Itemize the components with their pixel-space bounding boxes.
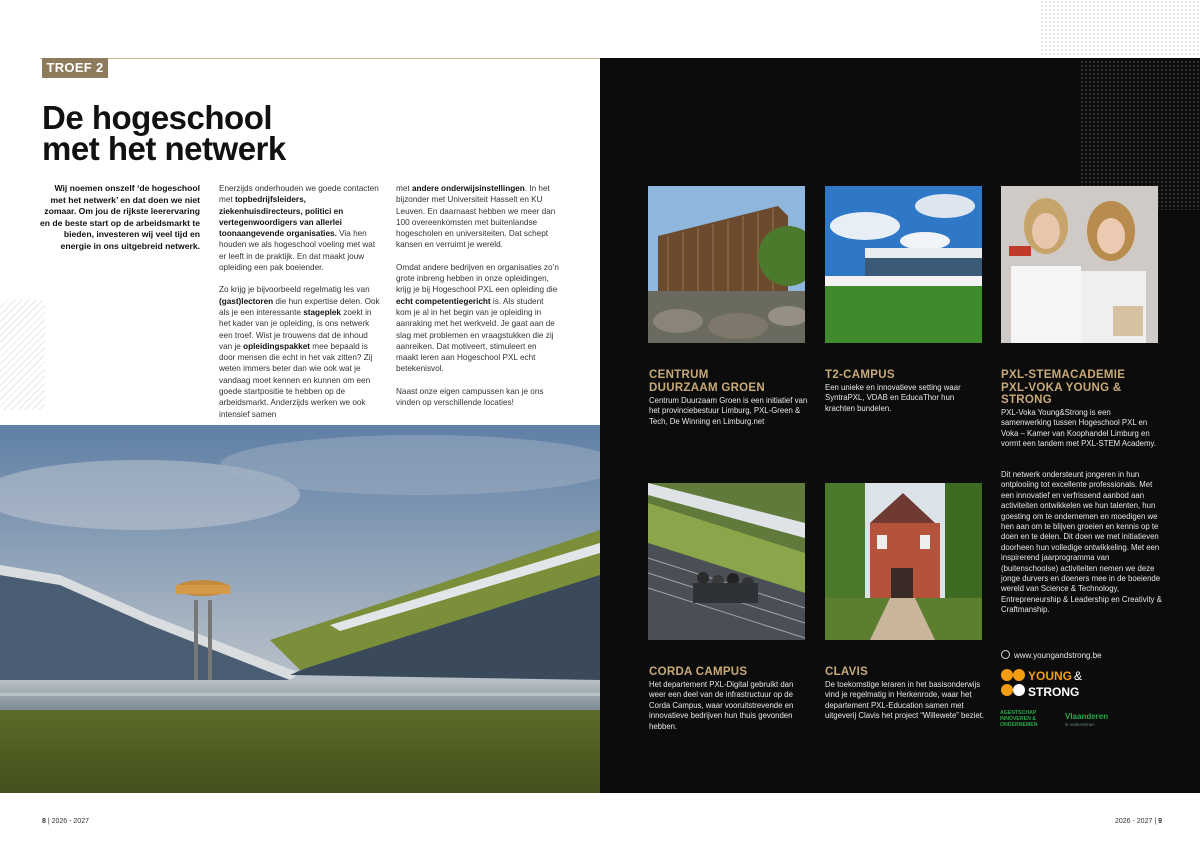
svg-text:STRONG: STRONG — [1028, 685, 1080, 699]
paragraph: Naast onze eigen campussen kan je ons vinden op verschillende locaties! — [396, 386, 544, 408]
dotted-decoration-top — [1040, 0, 1200, 56]
photo-centrum-duurzaam-groen — [648, 186, 805, 343]
tile-title-stem-academie: PXL-STEMACADEMIE PXL-VOKA YOUNG & STRONG — [1001, 369, 1126, 406]
body-column-3 — [396, 183, 561, 419]
agency-logo: AGENTSCHAP INNOVEREN & ONDERNEMEN — [1000, 710, 1038, 728]
vlaanderen-tagline: is ondernemen — [1065, 722, 1095, 727]
photo-clavis — [825, 483, 982, 640]
paragraph: Enerzijds onderhouden we goede contacten met topbedrijfsleiders, ziekenhuisdirecteurs, politici en vertegenwoordigers van allerlei toonaangevende organisaties. Via hen houden we als hogeschool voeling met wat er leeft in de praktijk. En dat maakt jouw opleiding een pak boeiender. — [219, 184, 379, 273]
footer-right: 2026 - 2027 | 9 — [1115, 818, 1162, 825]
intro-text: Wij noemen onszelf ‘de hogeschool met het netwerk’ en dat doen we niet zomaar. Om jou de rijkste leerervaring en de beste start op de arbeidsmarkt te bieden, investeren wij veel tijd en energie in ons uitgebreid netwerk. — [40, 183, 200, 251]
svg-text:YOUNG: YOUNG — [1028, 669, 1073, 683]
tile-text-stem-academie-2: Dit netwerk ondersteunt jongeren in hun ontplooiing tot excellente professionals. Met een innovatief en verfrissend aanbod aan activiteiten ontwikkelen we hun talenten, hun goesting om te ondernemen en moedigen we hen aan om te blijven groeien en kennis op te doen en te delen. Dit doen we met initiatieven doorheen hun volledige ontwikkeling. Met een inspirerend jaarprogramma van (buitenschoolse) activiteiten nemen we deze jonge durvers en doeners mee in de boeiende wereld van Science & Technology, Entrepreneurship & Leadership en Creativity & Craftmanship. — [1001, 470, 1162, 615]
paragraph: met andere onderwijsinstellingen. In het bijzonder met Universiteit Hasselt en KU Leuven. En daarnaast hebben we meer dan 100 overeenkomsten met buitenlandse hogescholen en universiteiten. Dat schept kansen en verruimt je wereld. — [396, 184, 556, 250]
page-title-line-1: De hogeschool — [42, 99, 273, 136]
photo-t2-campus — [825, 186, 982, 343]
young-strong-logo — [1000, 667, 1096, 699]
campus-photo — [0, 425, 600, 793]
tile-title-clavis: CLAVIS — [825, 666, 869, 678]
globe-icon — [1001, 650, 1010, 659]
tile-title-t2-campus: T2-CAMPUS — [825, 369, 895, 381]
young-strong-logo-mark — [1000, 667, 1096, 699]
photo-stem-academie — [1001, 186, 1158, 343]
page-title-line-2: met het netwerk — [42, 130, 286, 167]
tile-text-t2-campus: Een unieke en innovatieve setting waar SyntraPXL, VDAB en EducaThor hun krachten bundelen. — [825, 383, 961, 413]
section-badge: TROEF 2 — [42, 58, 108, 78]
tile-text-clavis: De toekomstige leraren in het basisonderwijs vind je regelmatig in Herkenrode, waar het departement PXL-Education samen met uitgeverij Clavis het project “Willewete” beziet. — [825, 680, 985, 721]
paragraph: Omdat andere bedrijven en organisaties zo’n grote inbreng hebben in onze opleidingen, krijg je bij Hogeschool PXL een opleiding die echt competentiegericht is. Als student kom je al in het begin van je opleiding in aanraking met het werkveld. Je gaat aan de slag met problemen en vraagstukken die zij aanreiken. Dat motiveert, stimuleert en maakt leren aan Hogeschool PXL echt betekenisvol. — [396, 262, 559, 374]
stripe-decoration-left — [0, 300, 45, 410]
vlaanderen-logo: Vlaanderen — [1065, 712, 1109, 721]
tile-text-stem-academie: PXL-Voka Young&Strong is een samenwerking tussen Hogeschool PXL en Voka – Kamer van Koophandel Limburg en vormt een tandem met PXL-STEM Academy. — [1001, 408, 1156, 449]
photo-corda-campus — [648, 483, 805, 640]
tile-text-centrum-duurzaam-groen: Centrum Duurzaam Groen is een initiatief van het provinciebestuur Limburg, PXL-Green & Tech, De Winning en Limburg.net — [649, 396, 808, 426]
tile-title-corda-campus: CORDA CAMPUS — [649, 666, 748, 678]
svg-text:&: & — [1074, 669, 1083, 683]
website-link[interactable]: www.youngandstrong.be — [1001, 650, 1102, 660]
page-title — [42, 99, 342, 167]
tile-title-centrum-duurzaam-groen: CENTRUM DUURZAAM GROEN — [649, 369, 765, 394]
campus-photo-illustration — [0, 425, 600, 793]
tile-text-corda-campus: Het departement PXL-Digital gebruikt dan weer een deel van de infrastructuur op de Corda Campus, waar vooruitstrevende en innovatieve bedrijven hun thuis gevonden hebben. — [649, 680, 794, 731]
body-column-2 — [219, 183, 381, 431]
footer-left: 8 | 2026 - 2027 — [42, 818, 89, 825]
paragraph: Zo krijg je bijvoorbeeld regelmatig les van (gast)lectoren die hun expertise delen. Ook als je een interessante stageplek zoekt in het kader van je opleiding, is ons netwerk een troef. Wist je trouwens dat de inhoud van je opleidingspakket mee bepaald is door mensen die echt in het vak zitten? Zij weten immers beter dan wie ook wat je vandaag moet kennen en kunnen om een goede startpositie te hebben op de arbeidsmarkt. Anderzijds werken we ook intensief samen — [219, 285, 380, 419]
